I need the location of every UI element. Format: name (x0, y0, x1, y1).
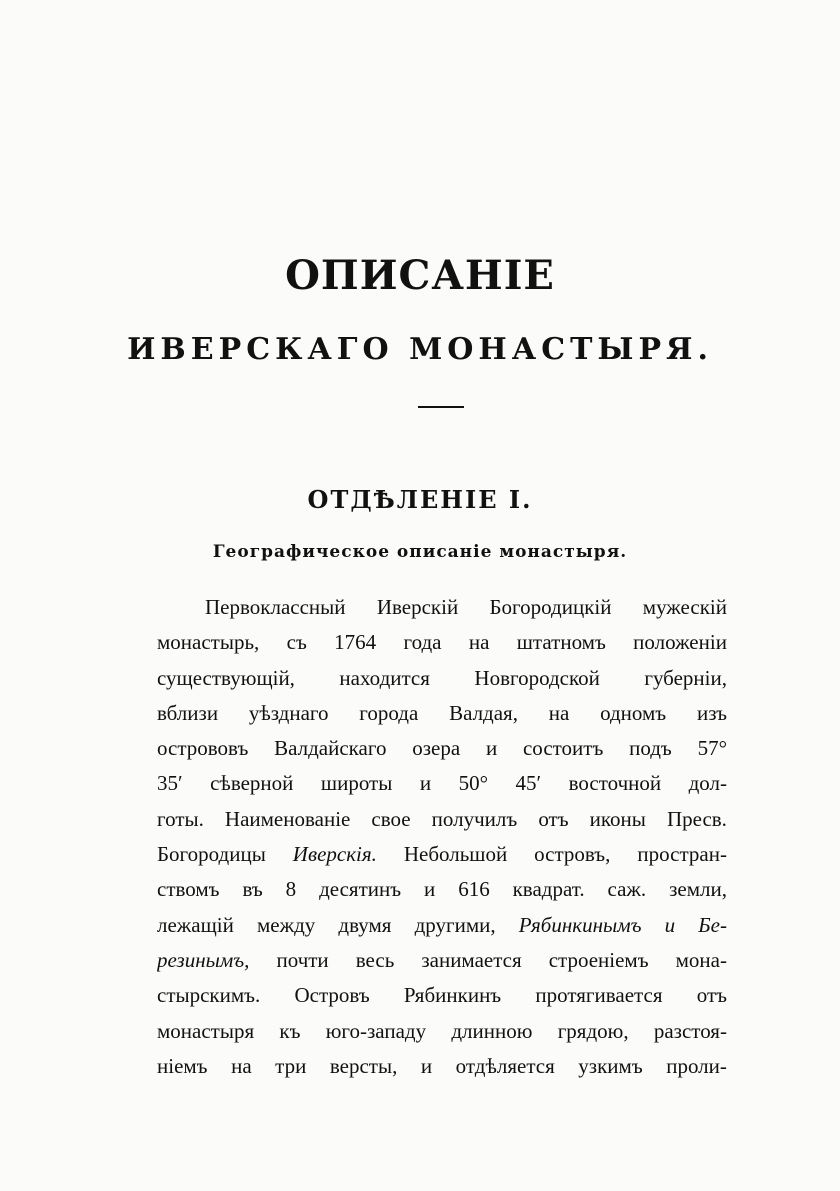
word: Иверскія. (292, 842, 377, 867)
word: и (485, 736, 498, 761)
word: озера (412, 736, 461, 761)
word: Валдая, (449, 700, 518, 725)
word: проли- (666, 1053, 727, 1078)
word: три (275, 1053, 307, 1078)
word: Валдайскаго (274, 736, 387, 761)
word: квадрат. (512, 877, 585, 902)
word: восточной (568, 771, 662, 796)
word: одномъ (600, 700, 667, 725)
word: саж. (607, 877, 647, 902)
word: на (231, 1053, 252, 1078)
word: Небольшой (403, 842, 508, 867)
word: стырскимъ. (157, 983, 261, 1008)
word: получилъ (431, 806, 518, 831)
text-line (157, 696, 727, 731)
word: Пресв. (666, 806, 727, 831)
word: штатномъ (516, 630, 606, 655)
word: Рябинкинымъ (518, 912, 642, 937)
word: Иверскій (376, 595, 459, 619)
word: въ (242, 877, 263, 902)
word: монастырь, (157, 630, 260, 655)
page-subtitle: ИВЕРСКАГО МОНАСТЫРЯ. (127, 332, 713, 367)
word: 616 (458, 877, 490, 902)
word: резинымъ, (157, 947, 250, 972)
text-line (157, 1049, 727, 1084)
word: 35′ (157, 771, 183, 796)
word: отъ (696, 983, 727, 1008)
word: мужескій (642, 595, 727, 619)
word: года (403, 630, 442, 655)
word: Рябинкинъ (403, 983, 502, 1008)
word: монастыря (157, 1018, 255, 1043)
word: и (664, 912, 676, 937)
word: и (419, 771, 432, 796)
text-line (157, 590, 727, 625)
word: мона- (675, 947, 727, 972)
word: Наименованіе (224, 806, 351, 831)
word: широты (320, 771, 393, 796)
word: островъ, (534, 842, 611, 867)
word: на (468, 630, 490, 655)
word: лежащій (157, 912, 234, 937)
word: на (548, 700, 570, 725)
word: весь (355, 947, 395, 972)
word: съ (286, 630, 307, 655)
word: свое (371, 806, 411, 831)
word: строеніемъ (548, 947, 649, 972)
text-line (157, 1014, 727, 1049)
word: губерніи, (644, 665, 727, 690)
word: десятинъ (319, 877, 402, 902)
word: почти (276, 947, 329, 972)
word: разстоя- (653, 1018, 727, 1043)
word: подъ (629, 736, 672, 761)
word: занимается (421, 947, 522, 972)
word: положеніи (633, 630, 727, 655)
word: узкимъ (578, 1053, 643, 1078)
word: сѣверной (210, 771, 294, 796)
text-line (157, 943, 727, 978)
word: вблизи (157, 700, 219, 725)
word: дол- (688, 771, 727, 796)
word: къ (279, 1018, 301, 1043)
word: существующій, (157, 665, 295, 690)
text-line (157, 908, 727, 943)
word: города (359, 700, 419, 725)
word: ніемъ (157, 1053, 208, 1078)
chapter-heading: Географическое описаніе монастыря. (212, 542, 628, 562)
word: двумя (338, 912, 392, 937)
word: Бе- (698, 912, 727, 937)
word: 50° (458, 771, 488, 796)
word: изъ (696, 700, 727, 725)
word: другими, (414, 912, 496, 937)
word: версты, (329, 1053, 398, 1078)
page-title: ОПИСАНІЕ (285, 252, 555, 299)
word: 8 (285, 877, 297, 902)
word: Богородицкій (489, 595, 612, 619)
word: протягивается (535, 983, 663, 1008)
text-line (157, 802, 727, 837)
word: длинною (451, 1018, 533, 1043)
word: простран- (637, 842, 727, 867)
word: Первоклассный (205, 595, 346, 619)
section-heading: ОТДѢЛЕНІЕ I. (307, 485, 533, 514)
text-line (157, 766, 727, 801)
text-line (157, 872, 727, 907)
text-line (157, 625, 727, 660)
word: Богородицы (157, 842, 266, 867)
word: отдѣляется (455, 1053, 555, 1078)
word: Новгородской (474, 665, 600, 690)
word: острововъ (157, 736, 249, 761)
word: состоитъ (522, 736, 604, 761)
word: уѣзднаго (248, 700, 329, 725)
word: Островъ (294, 983, 370, 1008)
word: и (424, 877, 436, 902)
word: юго-западу (325, 1018, 427, 1043)
word: готы. (157, 806, 204, 831)
body-paragraph (157, 590, 727, 1084)
word: ствомъ (157, 877, 220, 902)
word: и (420, 1053, 433, 1078)
word: 45′ (515, 771, 542, 796)
word: грядою, (557, 1018, 629, 1043)
word: между (256, 912, 316, 937)
word: 1764 (334, 630, 377, 655)
word: иконы (589, 806, 646, 831)
word: земли, (669, 877, 727, 902)
text-line (157, 731, 727, 766)
text-line (157, 661, 727, 696)
word: отъ (538, 806, 569, 831)
text-line (157, 837, 727, 872)
word: 57° (697, 736, 727, 761)
title-divider (418, 406, 464, 408)
word: находится (339, 665, 430, 690)
text-line (157, 978, 727, 1013)
